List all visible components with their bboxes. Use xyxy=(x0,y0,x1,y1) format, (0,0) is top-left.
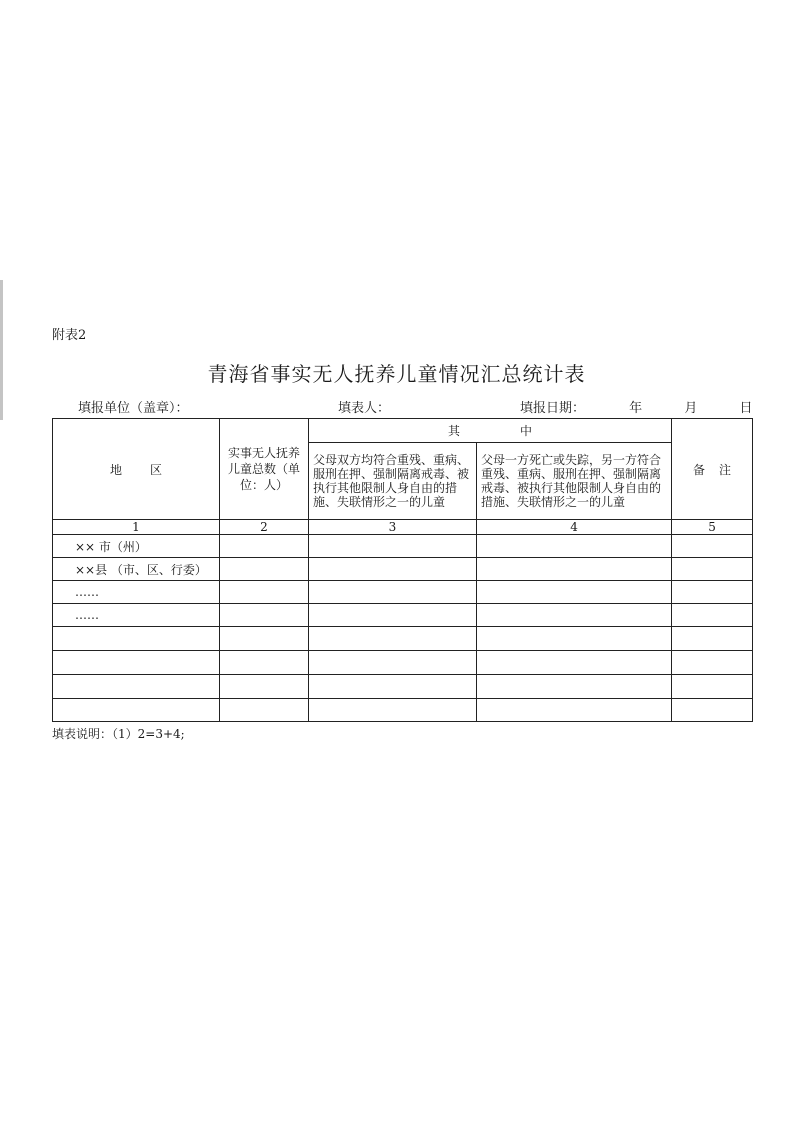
data-cell xyxy=(477,558,672,581)
data-cell xyxy=(672,581,753,604)
data-cell xyxy=(309,651,477,675)
data-cell xyxy=(672,675,753,699)
data-cell xyxy=(672,535,753,558)
data-cell xyxy=(309,627,477,651)
col-number: 5 xyxy=(672,520,753,535)
data-cell xyxy=(220,558,309,581)
header-row-1 xyxy=(53,419,753,443)
header-total: 实事无人抚养儿童总数（单位：人） xyxy=(220,419,309,520)
data-cell xyxy=(477,581,672,604)
region-cell xyxy=(53,675,220,699)
data-cell xyxy=(309,675,477,699)
report-date-label: 填报日期： xyxy=(520,401,586,416)
data-cell xyxy=(309,535,477,558)
table-row xyxy=(53,604,753,627)
data-cell xyxy=(309,581,477,604)
month-label: 月 xyxy=(684,401,698,416)
data-cell xyxy=(220,604,309,627)
col-number: 3 xyxy=(309,520,477,535)
data-cell xyxy=(672,699,753,722)
filler-label: 填表人： xyxy=(338,401,391,416)
table-row xyxy=(53,651,753,675)
column-number-row xyxy=(53,520,753,535)
region-cell xyxy=(53,627,220,651)
table-row xyxy=(53,581,753,604)
table-row xyxy=(53,675,753,699)
statistics-table xyxy=(52,418,753,722)
header-among: 其中 xyxy=(309,419,672,443)
region-cell xyxy=(53,651,220,675)
fill-instructions: 填表说明：（1）2=3+4; xyxy=(52,727,185,741)
data-cell xyxy=(220,675,309,699)
region-cell: …… xyxy=(53,581,220,604)
data-cell xyxy=(220,627,309,651)
data-cell xyxy=(477,535,672,558)
header-col3: 父母双方均符合重残、重病、服刑在押、强制隔离戒毒、被执行其他限制人身自由的措施、失联情形之一的儿童 xyxy=(309,443,477,520)
data-cell xyxy=(672,651,753,675)
data-cell xyxy=(477,604,672,627)
data-cell xyxy=(309,604,477,627)
data-cell xyxy=(220,535,309,558)
data-cell xyxy=(220,651,309,675)
header-note: 备注 xyxy=(672,419,753,520)
table-row xyxy=(53,535,753,558)
data-cell xyxy=(309,558,477,581)
table-row xyxy=(53,558,753,581)
data-cell xyxy=(309,699,477,722)
year-label: 年 xyxy=(629,401,643,416)
scan-edge-shadow xyxy=(0,280,3,420)
document-title: 青海省事实无人抚养儿童情况汇总统计表 xyxy=(207,362,586,386)
table-row xyxy=(53,627,753,651)
data-cell xyxy=(672,558,753,581)
data-cell xyxy=(220,699,309,722)
table-row xyxy=(53,699,753,722)
data-cell xyxy=(477,651,672,675)
data-cell xyxy=(672,604,753,627)
reporting-unit-label: 填报单位（盖章）： xyxy=(78,401,189,416)
header-col4: 父母一方死亡或失踪，另一方符合重残、重病、服刑在押、强制隔离戒毒、被执行其他限制人身自由的措施、失联情形之一的儿童 xyxy=(477,443,672,520)
data-cell xyxy=(477,675,672,699)
col-number: 1 xyxy=(53,520,220,535)
annex-label: 附表2 xyxy=(52,328,87,343)
data-cell xyxy=(672,627,753,651)
region-cell xyxy=(53,699,220,722)
data-cell xyxy=(220,581,309,604)
col-number: 2 xyxy=(220,520,309,535)
day-label: 日 xyxy=(739,401,753,416)
region-cell: …… xyxy=(53,604,220,627)
region-cell: ××县 （市、区、行委） xyxy=(53,558,220,581)
col-number: 4 xyxy=(477,520,672,535)
region-cell: ×× 市（州） xyxy=(53,535,220,558)
data-cell xyxy=(477,627,672,651)
header-area: 地区 xyxy=(53,419,220,520)
report-date xyxy=(520,397,752,416)
data-cell xyxy=(477,699,672,722)
